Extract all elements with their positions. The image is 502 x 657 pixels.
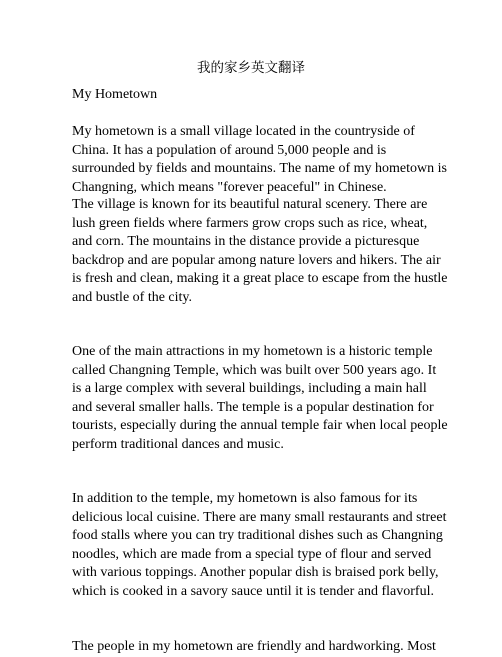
paragraph-1: [72, 123, 447, 197]
text-line: is a large complex with several buildings, including a main hall: [72, 381, 427, 396]
text-line: Changning, which means "forever peaceful" in Chinese.: [72, 179, 387, 195]
text-line: In addition to the temple, my hometown is also famous for its: [72, 491, 418, 506]
text-line: perform traditional dances and music.: [72, 436, 284, 452]
text-line: and several smaller halls. The temple is a popular destination for: [72, 399, 434, 415]
text-line: lush green fields where farmers grow crops such as rice, wheat,: [72, 215, 428, 231]
text-line: China. It has a population of around 5,000 people and is: [72, 142, 387, 158]
text-line: One of the main attractions in my hometown is a historic temple: [72, 344, 433, 359]
paragraph-4: [72, 490, 447, 601]
text-line: noodles, which are made from a special type of flour and served: [72, 546, 432, 562]
text-line: tourists, especially during the annual temple fair when local people: [72, 418, 448, 433]
document-title: 我的家乡英文翻译: [197, 60, 305, 75]
text-line: My hometown is a small village located in the countryside of: [72, 124, 415, 139]
text-line: which is cooked in a savory sauce until it is tender and flavorful.: [72, 583, 434, 599]
paragraph-3: [72, 343, 448, 454]
text-line: The village is known for its beautiful natural scenery. There are: [72, 197, 428, 212]
text-line: is fresh and clean, making it a great place to escape from the hustle: [72, 271, 448, 286]
text-line: and corn. The mountains in the distance provide a picturesque: [72, 234, 420, 249]
paragraph-2: [72, 196, 448, 307]
text-line: and bustle of the city.: [72, 289, 193, 305]
text-line: called Changning Temple, which was built over 500 years ago. It: [72, 362, 437, 378]
text-line: backdrop and are popular among nature lovers and hikers. The air: [72, 252, 441, 268]
text-line: with various toppings. Another popular dish is braised pork belly,: [72, 565, 439, 580]
paragraph-5: [72, 638, 444, 657]
essay-heading: My Hometown: [72, 87, 158, 102]
text-line: surrounded by fields and mountains. The name of my hometown is: [72, 161, 447, 176]
text-line: food stalls where you can try traditional dishes such as Changning: [72, 528, 443, 543]
text-line: delicious local cuisine. There are many small restaurants and street: [72, 509, 447, 525]
text-line: The people in my hometown are friendly and hardworking. Most: [72, 639, 436, 654]
